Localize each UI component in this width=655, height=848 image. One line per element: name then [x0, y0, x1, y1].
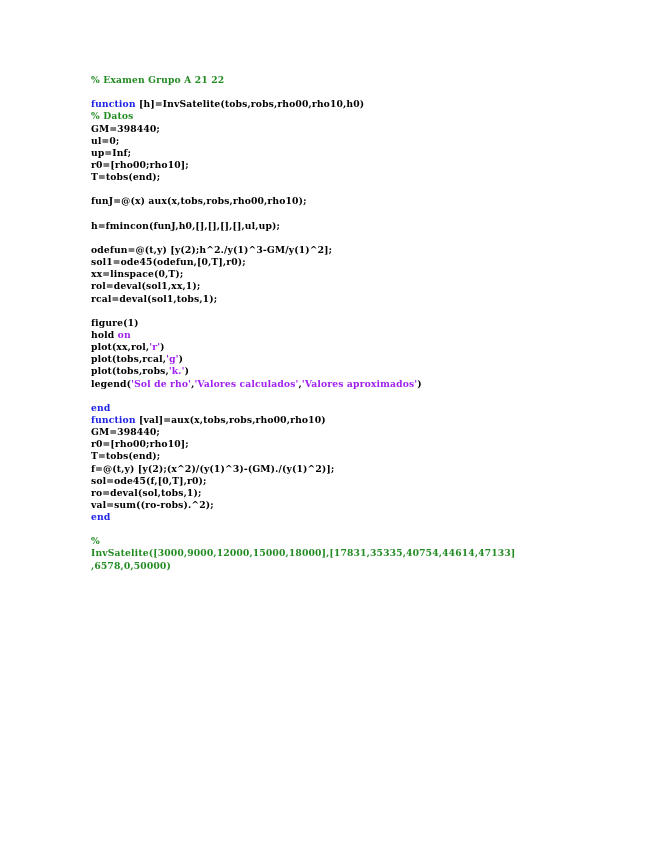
code-text: figure(1) — [91, 317, 139, 329]
code-text: f=@(t,y) [y(2);(x^2)/(y(1)^3)-(GM)./(y(1)^2)]; — [91, 463, 335, 475]
code-text: odefun=@(t,y) [y(2);h^2./y(1)^3-GM/y(1)^2]; — [91, 244, 333, 256]
code-line — [91, 488, 631, 500]
code-listing — [91, 75, 631, 573]
string-literal: 'k.' — [168, 366, 185, 378]
code-line — [91, 221, 631, 233]
code-text: funJ=@(x) aux(x,tobs,robs,rho00,rho10); — [91, 196, 307, 208]
code-line — [91, 257, 631, 269]
code-text: rcal=deval(sol1,tobs,1); — [91, 293, 218, 305]
code-line — [91, 354, 631, 366]
code-text: GM=398440; — [91, 123, 160, 135]
code-line — [91, 561, 631, 573]
end-keyword: end — [91, 512, 111, 524]
code-line — [91, 536, 631, 548]
code-line — [91, 99, 631, 111]
code-line — [91, 366, 631, 378]
code-line — [91, 403, 631, 415]
code-line — [91, 318, 631, 330]
code-line — [91, 136, 631, 148]
code-line — [91, 439, 631, 451]
code-line — [91, 124, 631, 136]
code-line — [91, 330, 631, 342]
code-line — [91, 379, 631, 391]
code-text: rol=deval(sol1,xx,1); — [91, 281, 201, 293]
code-text: T=tobs(end); — [91, 172, 161, 184]
comment-marker: % — [91, 536, 100, 548]
commented-call: InvSatelite([3000,9000,12000,15000,18000],[17831,35335,40754,44614,47133] — [91, 548, 516, 560]
code-line — [91, 451, 631, 463]
code-line — [91, 196, 631, 208]
code-line — [91, 269, 631, 281]
code-text: ) — [417, 378, 422, 390]
code-text: sol=ode45(f,[0,T],r0); — [91, 475, 207, 487]
code-line — [91, 415, 631, 427]
code-text: ul=0; — [91, 135, 120, 147]
blank-line — [91, 233, 631, 245]
code-line — [91, 160, 631, 172]
code-text: r0=[rho00;rho10]; — [91, 439, 189, 451]
code-text: plot(xx,rol, — [91, 342, 150, 354]
string-literal: 'g' — [166, 354, 179, 366]
code-text: xx=linspace(0,T); — [91, 269, 184, 281]
code-line — [91, 464, 631, 476]
code-line — [91, 476, 631, 488]
code-text: val=sum((ro-robs).^2); — [91, 499, 214, 511]
code-text: legend( — [91, 378, 132, 390]
code-text: T=tobs(end); — [91, 451, 161, 463]
code-text: up=Inf; — [91, 147, 132, 159]
code-line — [91, 427, 631, 439]
code-text: ) — [178, 354, 184, 366]
title-comment: % Examen Grupo A 21 22 — [91, 75, 225, 86]
code-line — [91, 548, 631, 560]
code-text: , — [191, 378, 195, 390]
end-keyword: end — [91, 402, 111, 414]
blank-line — [91, 391, 631, 403]
code-text: h=fmincon(funJ,h0,[],[],[],[],ul,up); — [91, 220, 281, 232]
blank-line — [91, 306, 631, 318]
code-text: ) — [184, 366, 190, 378]
blank-line — [91, 209, 631, 221]
code-text: ro=deval(sol,tobs,1); — [91, 487, 202, 499]
string-literal: 'Valores calculados' — [194, 378, 299, 390]
blank-line — [91, 184, 631, 196]
code-line — [91, 172, 631, 184]
code-text: sol1=ode45(odefun,[0,T],r0); — [91, 257, 246, 269]
function-keyword: function — [91, 414, 136, 426]
code-text: r0=[rho00;rho10]; — [91, 159, 189, 171]
code-text: , — [298, 378, 302, 390]
code-line — [91, 245, 631, 257]
code-line — [91, 148, 631, 160]
string-literal: 'r' — [149, 342, 161, 354]
commented-call: ,6578,0,50000) — [91, 560, 171, 572]
string-literal: 'Valores aproximados' — [301, 378, 418, 390]
code-text: plot(tobs,robs, — [91, 366, 169, 378]
code-line — [91, 342, 631, 354]
code-line — [91, 500, 631, 512]
datos-comment: % Datos — [91, 111, 134, 123]
string-literal: 'Sol de rho' — [131, 378, 192, 390]
function-signature: [val]=aux(x,tobs,robs,rho00,rho10) — [135, 414, 326, 426]
code-line — [91, 294, 631, 306]
code-text: GM=398440; — [91, 427, 160, 439]
function-signature: [h]=InvSatelite(tobs,robs,rho00,rho10,h0) — [135, 99, 365, 111]
code-text: hold — [91, 329, 118, 341]
blank-line — [91, 524, 631, 536]
code-text: plot(tobs,rcal, — [91, 354, 167, 366]
code-line — [91, 75, 631, 87]
code-line — [91, 111, 631, 123]
code-line — [91, 512, 631, 524]
code-line — [91, 281, 631, 293]
function-keyword: function — [91, 99, 136, 111]
hold-on-keyword: on — [117, 329, 131, 341]
code-text: ) — [160, 342, 165, 354]
blank-line — [91, 87, 631, 99]
